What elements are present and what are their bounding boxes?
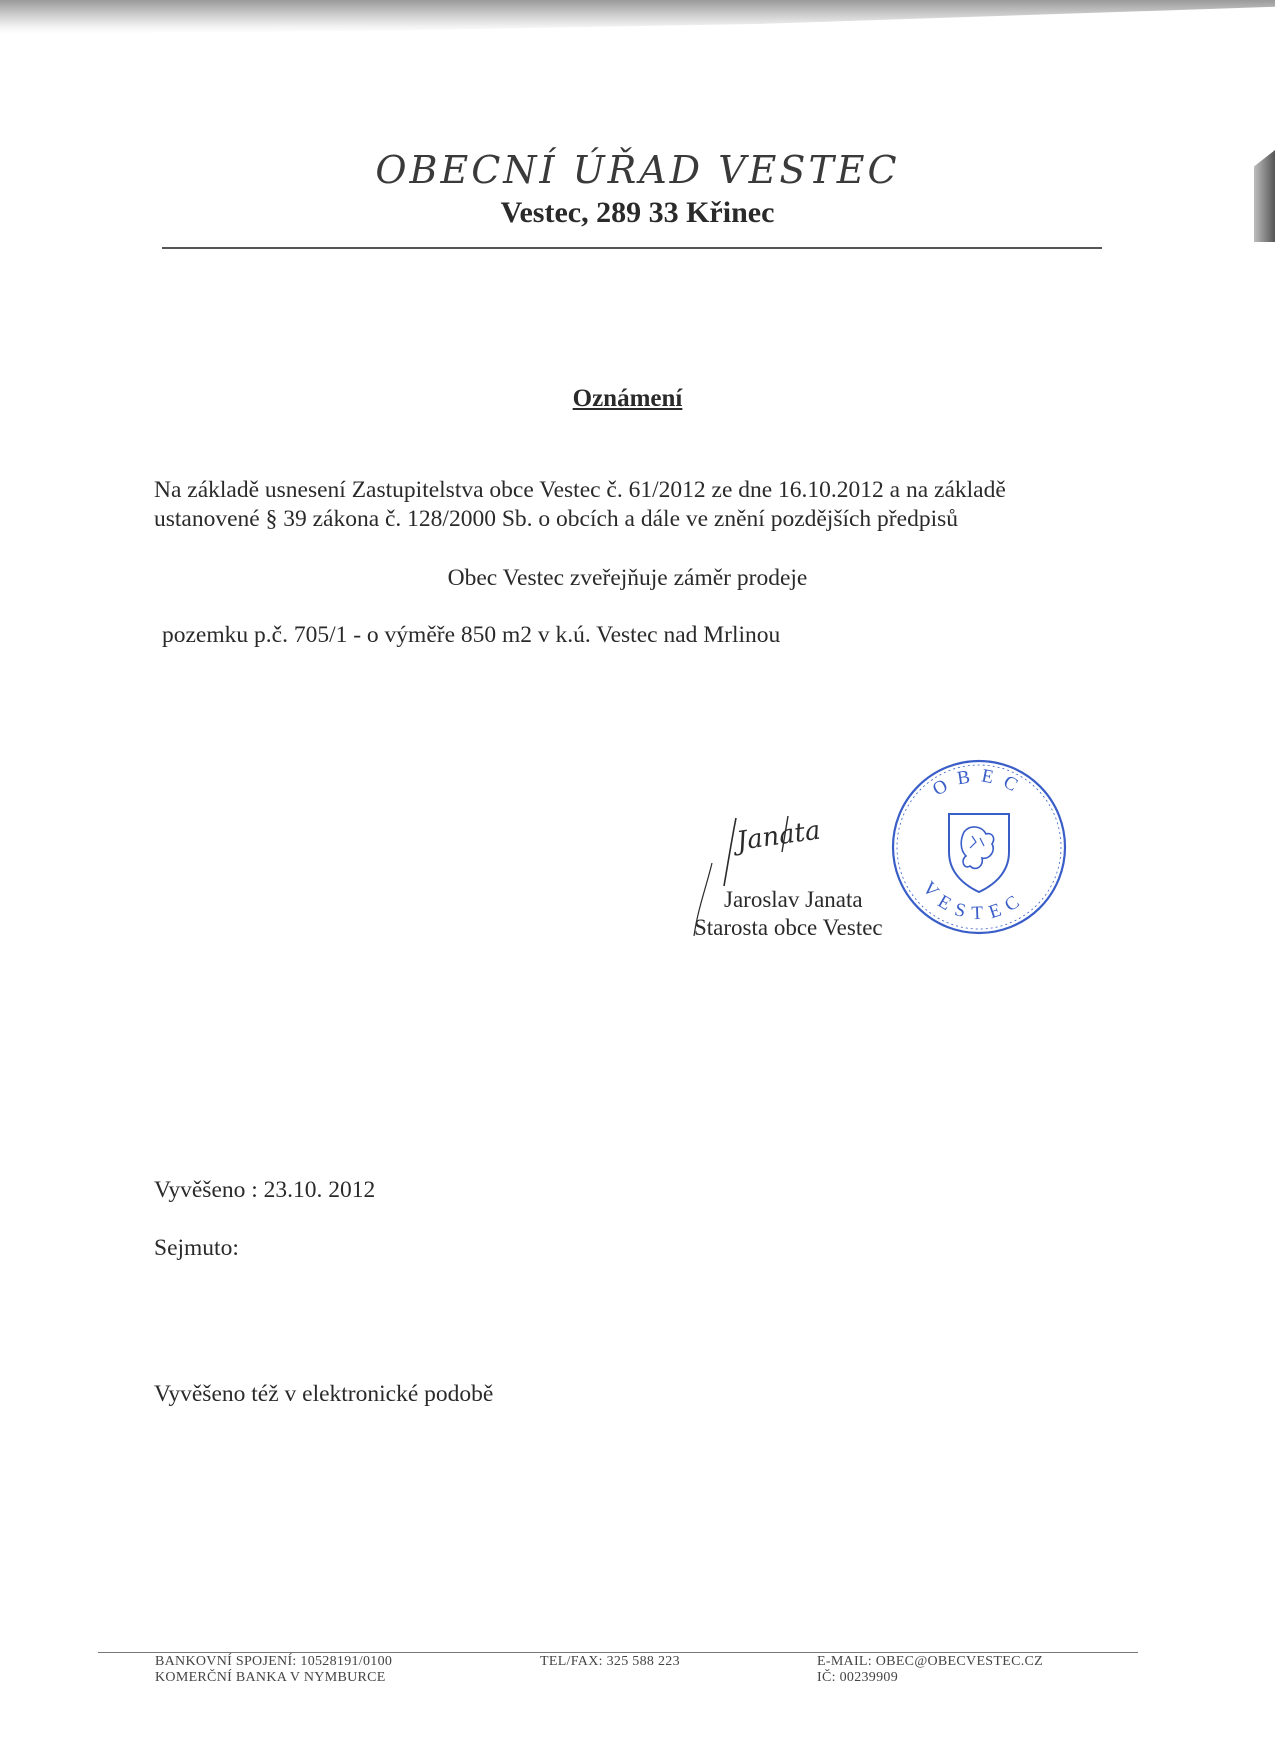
signatory-role: Starosta obce Vestec bbox=[694, 915, 883, 940]
stamp-top-text: OBEC bbox=[929, 765, 1030, 802]
official-stamp bbox=[884, 752, 1074, 942]
footer-contact bbox=[817, 1654, 1043, 1686]
plot-line: pozemku p.č. 705/1 - o výměře 850 m2 v k.ú. Vestec nad Mrlinou bbox=[162, 622, 781, 648]
bank-name: KOMERČNÍ BANKA V NYMBURCE bbox=[155, 1670, 386, 1685]
footer-divider bbox=[98, 1652, 1138, 1653]
lion-coat-of-arms-icon bbox=[949, 814, 1009, 892]
stamp-bottom-text: VESTEC bbox=[918, 877, 1030, 925]
footer-phone: TEL/FAX: 325 588 223 bbox=[540, 1654, 680, 1669]
scan-edge-top bbox=[0, 0, 1275, 34]
posted-date: Vyvěšeno : 23.10. 2012 bbox=[154, 1177, 376, 1203]
signatory-name: Jaroslav Janata bbox=[724, 887, 863, 912]
footer-email: E-MAIL: OBEC@OBECVESTEC.CZ bbox=[817, 1654, 1044, 1669]
svg-text:VESTEC bbox=[918, 878, 1030, 924]
paragraph-line: Na základě usnesení Zastupitelstva obce Vestec č. 61/2012 ze dne 16.10.2012 a na základě bbox=[154, 477, 1006, 503]
electronic-posting-note: Vyvěšeno též v elektronické podobě bbox=[154, 1381, 494, 1407]
footer-ic: IČ: 00239909 bbox=[817, 1670, 898, 1685]
footer-bank bbox=[155, 1654, 392, 1686]
svg-text:OBEC bbox=[929, 765, 1030, 801]
bank-account: BANKOVNÍ SPOJENÍ: 10528191/0100 bbox=[155, 1654, 393, 1669]
notice-title: Oznámení bbox=[572, 385, 683, 412]
intent-line: Obec Vestec zveřejňuje záměr prodeje bbox=[447, 565, 808, 591]
notice-paragraph bbox=[154, 476, 1104, 534]
office-address: Vestec, 289 33 Křinec bbox=[500, 196, 775, 229]
header-divider bbox=[162, 247, 1102, 249]
paragraph-line: ustanovené § 39 zákona č. 128/2000 Sb. o obcích a dále ve znění pozdějších předpisů bbox=[154, 506, 958, 532]
removed-date: Sejmuto: bbox=[154, 1235, 239, 1261]
office-name: OBECNÍ ÚŘAD VESTEC bbox=[375, 148, 900, 192]
signature-text: Janata bbox=[734, 815, 823, 857]
